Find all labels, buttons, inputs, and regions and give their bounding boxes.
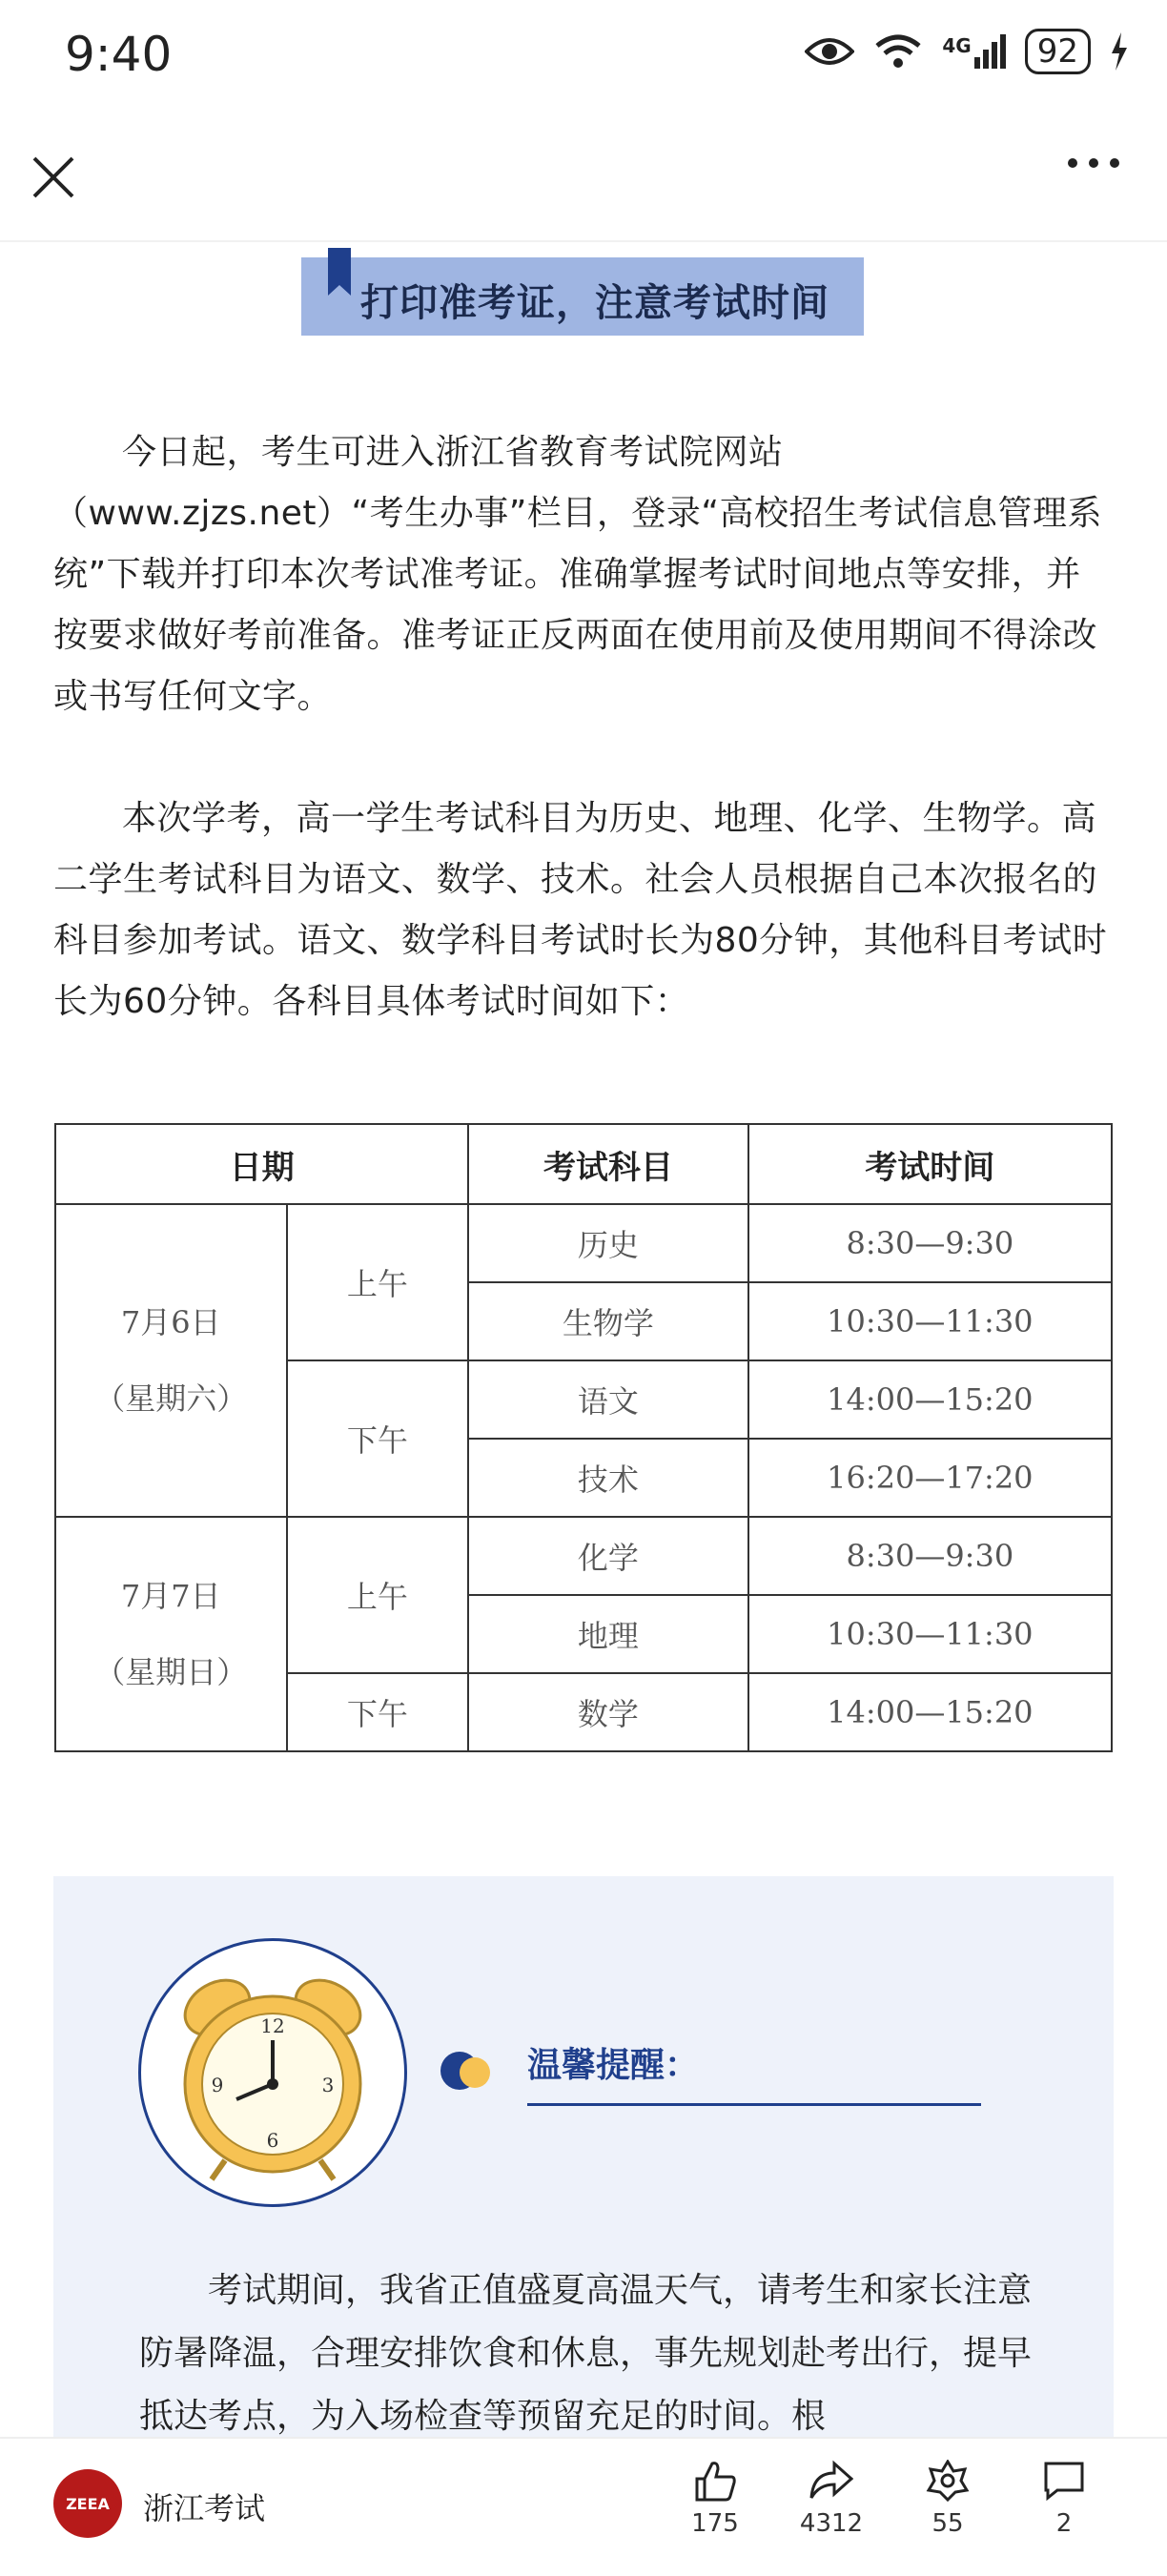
reminder-title: 温馨提醒： [527, 2046, 700, 2085]
comment-icon [1042, 2460, 1086, 2502]
thumbs-up-icon [693, 2460, 737, 2502]
exam-schedule-table [54, 1123, 1113, 1752]
wifi-icon [873, 32, 923, 71]
signal-bar [992, 42, 997, 69]
weekday-text: （星期六） [94, 1380, 248, 1417]
svg-text:12: 12 [260, 2014, 285, 2037]
time-cell: 14:00—15:20 [748, 1360, 1112, 1439]
signal-bar [983, 50, 989, 69]
svg-text:9: 9 [211, 2074, 224, 2096]
header-subject: 考试科目 [468, 1124, 747, 1204]
header-time: 考试时间 [748, 1124, 1112, 1204]
time-cell: 14:00—15:20 [748, 1673, 1112, 1751]
subject-cell: 生物学 [468, 1282, 747, 1360]
charging-icon [1110, 32, 1129, 71]
paragraph-admission-ticket: 今日起，考生可进入浙江省教育考试院网站（www.zjzs.net）“考生办事”栏目，登录“高校招生考试信息管理系统”下载并打印本次考试准考证。准确掌握考试时间地点等安排，并按要求做好考前准备。准考证正反两面在使用前及使用期间不得涂改或书写任何文字。 [53, 433, 1102, 716]
reminder-text: 考试期间，我省正值盛夏高温天气，请考生和家长注意防暑降温，合理安排饮食和休息，事先规划赴考出行，提早抵达考点，为入场检查等预留充足的时间。根 [139, 2271, 1033, 2436]
weekday-text: （星期日） [94, 1654, 248, 1690]
comment-button[interactable] [1016, 2460, 1112, 2538]
subject-cell: 化学 [468, 1517, 747, 1595]
subject-cell: 地理 [468, 1595, 747, 1673]
time-cell: 16:20—17:20 [748, 1439, 1112, 1517]
subject-cell: 语文 [468, 1360, 747, 1439]
time-cell: 10:30—11:30 [748, 1595, 1112, 1673]
eye-icon [805, 34, 854, 69]
time-cell: 8:30—9:30 [748, 1517, 1112, 1595]
more-icon [1110, 158, 1119, 168]
section-title: 打印准考证，注意考试时间 [360, 281, 829, 325]
account-avatar[interactable] [53, 2469, 122, 2538]
period-cell: 上午 [287, 1204, 469, 1360]
comment-count: 2 [1055, 2509, 1073, 2538]
date-cell [55, 1204, 287, 1517]
more-icon [1089, 158, 1098, 168]
subject-cell: 技术 [468, 1439, 747, 1517]
more-icon [1068, 158, 1077, 168]
close-button[interactable] [29, 153, 78, 202]
period-cell: 上午 [287, 1517, 469, 1673]
status-time: 9:40 [65, 27, 173, 82]
subject-cell: 数学 [468, 1673, 747, 1751]
close-icon [29, 153, 78, 202]
network-type: 4G [942, 34, 972, 57]
signal-bar [1000, 34, 1006, 69]
recommend-button[interactable] [900, 2460, 995, 2538]
table-header-row [55, 1124, 1112, 1204]
status-icons [805, 29, 1129, 74]
signal-bar [974, 57, 980, 69]
signal-indicator [942, 34, 1005, 69]
more-button[interactable] [1068, 158, 1119, 168]
like-count: 175 [691, 2509, 739, 2538]
recommend-icon [926, 2460, 970, 2502]
logo-text: ZEEA [66, 2494, 110, 2513]
date-text: 7月6日 [120, 1304, 221, 1340]
like-button[interactable] [667, 2460, 763, 2538]
clock-illustration [138, 1938, 407, 2207]
share-button[interactable] [784, 2460, 879, 2538]
period-cell: 下午 [287, 1360, 469, 1517]
period-cell: 下午 [287, 1673, 469, 1751]
table-row [55, 1204, 1112, 1282]
subject-cell: 历史 [468, 1204, 747, 1282]
time-cell: 8:30—9:30 [748, 1204, 1112, 1282]
header-date: 日期 [55, 1124, 468, 1204]
recommend-count: 55 [932, 2509, 964, 2538]
date-cell [55, 1517, 287, 1751]
paragraph-exam-subjects: 本次学考，高一学生考试科目为历史、地理、化学、生物学。高二学生考试科目为语文、数学、技术。社会人员根据自己本次报名的科目参加考试。语文、数学科目考试时长为80分钟，其他科目考试时长为60分钟。各科目具体考试时间如下： [53, 799, 1108, 1021]
svg-text:6: 6 [266, 2129, 279, 2152]
reminder-underline [527, 2103, 981, 2106]
share-count: 4312 [799, 2509, 864, 2538]
battery-indicator: 92 [1025, 29, 1091, 74]
svg-text:3: 3 [321, 2074, 335, 2096]
date-text: 7月7日 [120, 1578, 221, 1614]
account-name[interactable]: 浙江考试 [143, 2490, 266, 2526]
share-icon [809, 2460, 853, 2502]
time-cell: 10:30—11:30 [748, 1282, 1112, 1360]
nav-divider [0, 240, 1167, 242]
alarm-clock-icon [141, 1941, 404, 2204]
table-row [55, 1517, 1112, 1595]
decorative-dot [460, 2057, 490, 2088]
